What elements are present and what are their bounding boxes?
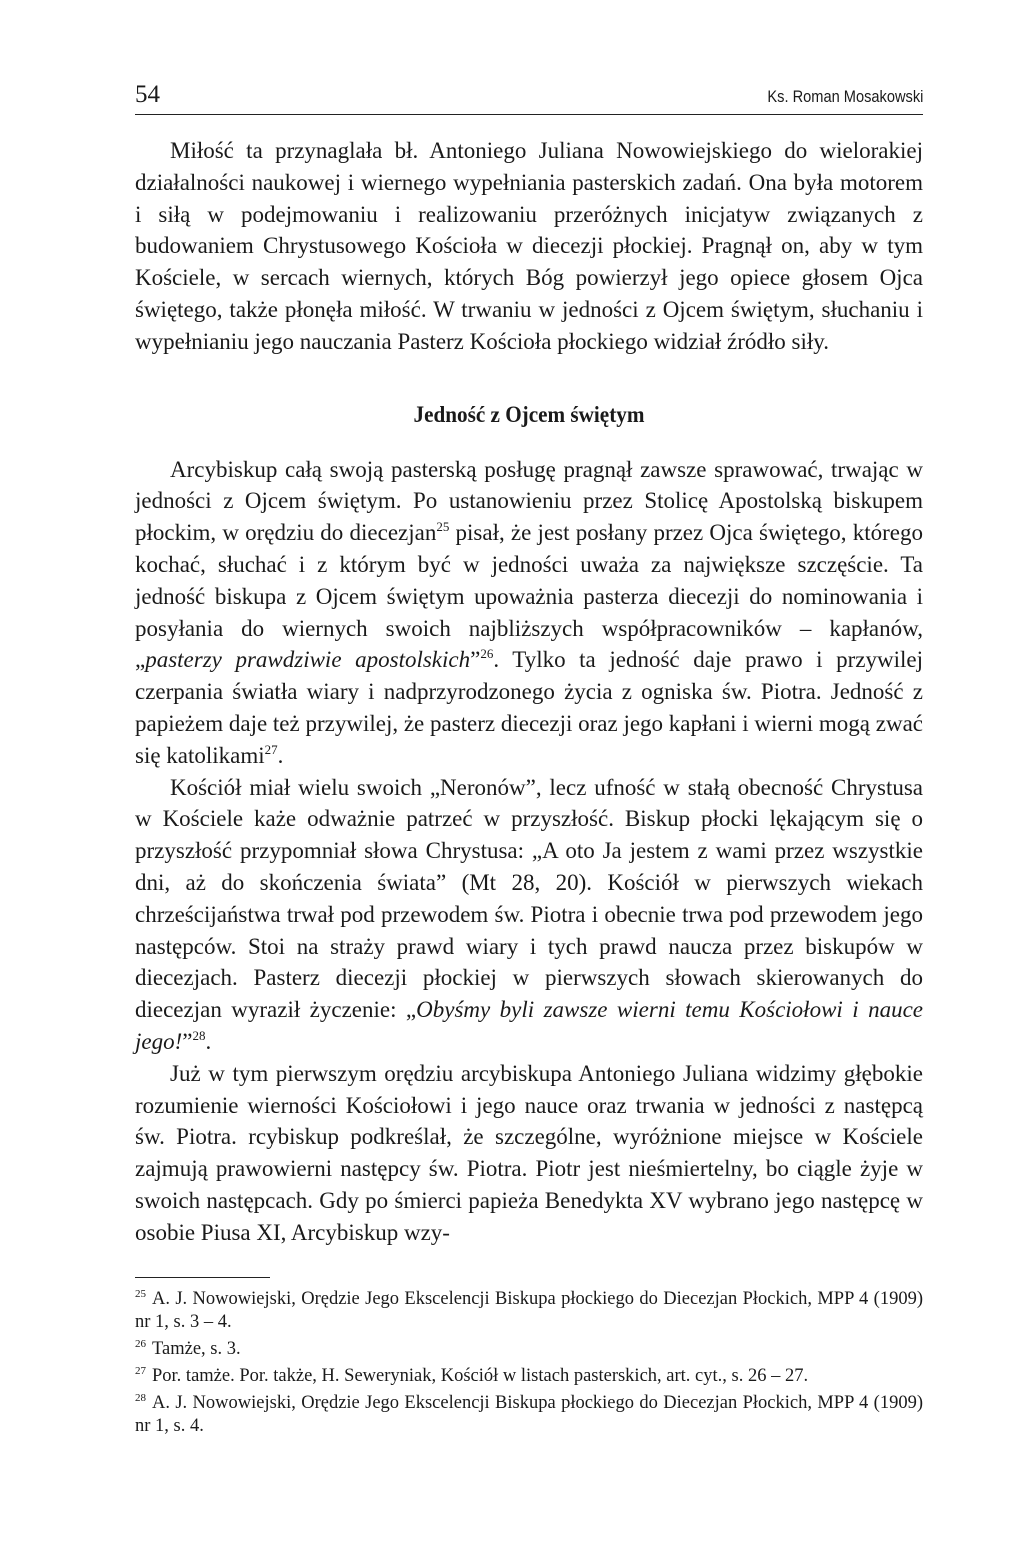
footnote-ref-28: 28 — [192, 1027, 206, 1043]
paragraph-3 — [135, 772, 923, 1058]
footnote-ref-26: 26 — [480, 646, 494, 662]
paragraph-3-text-a: Kościół miał wielu swoich „Neronów”, lecz ufność w stałą obecność Chrystusa w Kościele każe odważnie patrzeć w przyszłość. Biskup płocki lękającym się o przyszłość przypomniał słowa Chrystusa: „A oto Ja jestem z wami przez wszystkie dni, aż do skończenia świata” (Mt 28, 20). Kościół w pierwszych wiekach chrześcijaństwa trwał pod przewodem św. Piotra i obecnie trwa pod przewodem jego następców. Stoi na straży prawd wiary i tych prawd naucza przez biskupów w diecezjach. Pasterz diecezji płockiej w pierwszych słowach skierowanych do diecezjan wyraził życzenie: „ — [135, 774, 923, 1023]
running-header — [135, 70, 923, 115]
paragraph-3-text-c: . — [205, 1028, 212, 1054]
footnote-number: 26 — [135, 1337, 146, 1350]
paragraph-2-italic-quote: pasterzy prawdziwie apostolskich — [145, 647, 471, 673]
footnote-number: 25 — [135, 1287, 146, 1300]
footnote-26 — [135, 1338, 923, 1361]
paragraph-2-text-e: . — [277, 742, 284, 768]
footnote-text: Tamże, s. 3. — [152, 1338, 241, 1359]
paragraph-2-text-b: pisał, że jest posłany przez Ojca świętego, którego kochać, słuchać i z którym być w jedności uważa za największe szczęście. Ta jedność biskupa z Ojcem świętym upoważnia pasterza diecezji do nominowania i posyłania do wiernych swoich najbliższych współpracowników – kapłanów, „ — [135, 520, 924, 673]
footnote-text: A. J. Nowowiejski, Orędzie Jego Ekscelencji Biskupa płockiego do Diecezjan Płockich, MPP 4 (1909) nr 1, s. 4. — [135, 1392, 923, 1436]
footnote-separator — [135, 1277, 270, 1278]
paragraph-2-text-d: . Tylko ta jedność daje prawo i przywilej czerpania światła wiary i nadprzyrodzonego życia z ogniska św. Piotra. Jedność z papieżem daje też przywilej, że pasterz diecezji oraz jego kapłani i wierni mogą zwać się katolikami — [135, 647, 923, 768]
body-text — [135, 135, 923, 1249]
footnote-number: 27 — [135, 1364, 146, 1377]
page — [135, 70, 923, 1510]
paragraph-2-text-c: ” — [470, 647, 481, 673]
footnote-number: 28 — [135, 1391, 146, 1404]
paragraph-2-text-a: Arcybiskup całą swoją pasterską posługę pragnął zawsze sprawować, trwając w jedności z Ojcem świętym. Po ustanowieniu przez Stolicę Apostolską biskupem płockim, w orędziu do diecezjan — [135, 456, 923, 546]
footnote-ref-25: 25 — [436, 519, 450, 535]
paragraph-2 — [135, 454, 923, 772]
page-number: 54 — [135, 81, 160, 108]
paragraph-3-text-b: ” — [182, 1028, 193, 1054]
paragraph-3-italic-quote: Obyśmy byli zawsze wierni temu Kościołowi i nauce jego! — [135, 997, 923, 1054]
running-author: Ks. Roman Mosakowski — [767, 87, 923, 106]
footnote-ref-27: 27 — [264, 741, 278, 757]
paragraph-1: Miłość ta przynaglała bł. Antoniego Juliana Nowowiejskiego do wielorakiej działalności naukowej i wiernego wypełniania pasterskich zadań. Ona była motorem i siłą w podejmowaniu i realizowaniu przeróżnych inicjatyw związanych z budowaniem Chrystusowego Kościoła w diecezji płockiej. Pragnął on, aby w tym Kościele, w sercach wiernych, których Bóg powierzył jego opiece głosem Ojca świętego, także płonęła miłość. W trwaniu w jedności z Ojcem świętym, słuchaniu i wypełnianiu jego nauczania Pasterz Kościoła płockiego widział źródło siły. — [135, 138, 923, 354]
footnote-text: Por. tamże. Por. także, H. Seweryniak, Kościół w listach pasterskich, art. cyt., s. 26 – 27. — [152, 1365, 809, 1386]
section-title: Jedność z Ojcem świętym — [413, 401, 645, 427]
footnote-25 — [135, 1288, 923, 1334]
footnote-text: A. J. Nowowiejski, Orędzie Jego Ekscelencji Biskupa płockiego do Diecezjan Płockich, MPP 4 (1909) nr 1, s. 3 – 4. — [135, 1288, 923, 1332]
footnote-28 — [135, 1392, 923, 1438]
footnotes — [135, 1288, 923, 1438]
footnote-27 — [135, 1365, 923, 1388]
paragraph-4: Już w tym pierwszym orędziu arcybiskupa Antoniego Juliana widzimy głębokie rozumienie wierności Kościołowi i jego nauce oraz trwania w jedności z następcą św. Piotra. rcybiskup podkreślał, że szczególne, wyróżnione miejsce w Kościele zajmują prawowierni następcy św. Piotra. Piotr jest nieśmiertelny, bo ciągle żyje w swoich następcach. Gdy po śmierci papieża Benedykta XV wybrano jego następcę w osobie Piusa XI, Arcybiskup wzy- — [135, 1060, 923, 1245]
